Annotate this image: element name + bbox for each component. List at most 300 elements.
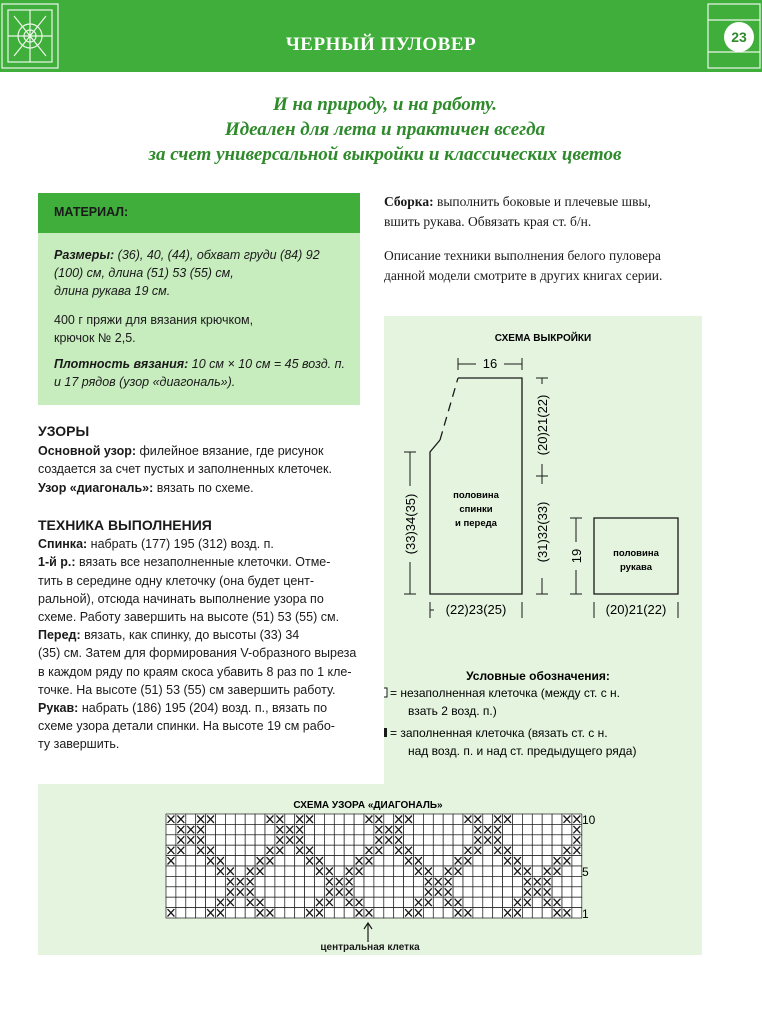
diagonal-grid [166, 814, 582, 918]
grid-cell [245, 908, 255, 918]
grid-cell [196, 866, 206, 876]
grid-cell [255, 876, 265, 886]
grid-cell [483, 897, 493, 907]
grid-cell [295, 887, 305, 897]
technique-heading: ТЕХНИКА ВЫПОЛНЕНИЯ [38, 517, 212, 533]
grid-cell [572, 897, 582, 907]
grid-cell [235, 835, 245, 845]
grid-cell [463, 835, 473, 845]
grid-cell [522, 856, 532, 866]
grid-cell [433, 835, 443, 845]
sizes-text-2: (100) см, длина (51) 53 (55) см, [54, 266, 234, 280]
grid-cell [305, 835, 315, 845]
grid-cell [186, 908, 196, 918]
grid-cell [216, 845, 226, 855]
grid-cell [285, 866, 295, 876]
grid-cell [532, 835, 542, 845]
grid-cell [493, 876, 503, 886]
grid-cell [404, 887, 414, 897]
grid-cell [443, 856, 453, 866]
grid-cell [473, 908, 483, 918]
grid-cell [255, 814, 265, 824]
grid-cell [255, 887, 265, 897]
grid-cell [216, 824, 226, 834]
grid-cell [315, 814, 325, 824]
grid-cell [463, 876, 473, 886]
technique-section [38, 516, 363, 754]
subtitle-line-1: И на природу, и на работу. [272, 94, 497, 115]
grid-cell [404, 824, 414, 834]
grid-cell [453, 835, 463, 845]
grid-cell [225, 845, 235, 855]
grid-cell [542, 856, 552, 866]
grid-cell [315, 876, 325, 886]
grid-cell [423, 835, 433, 845]
grid-cell [344, 824, 354, 834]
row1-text-3: ральной), отсюда начинать выполнение узора по [38, 591, 324, 606]
grid-cell [433, 845, 443, 855]
grid-cell [522, 835, 532, 845]
grid-cell [235, 814, 245, 824]
grid-cell [404, 866, 414, 876]
grid-cell [404, 835, 414, 845]
grid-cell [186, 814, 196, 824]
diag-pattern-text: вязать по схеме. [153, 480, 254, 495]
grid-cell [305, 897, 315, 907]
grid-cell [225, 824, 235, 834]
grid-cell [216, 835, 226, 845]
grid-cell [196, 856, 206, 866]
grid-cell [285, 908, 295, 918]
grid-cell [483, 814, 493, 824]
grid-cell [285, 876, 295, 886]
grid-cell [166, 876, 176, 886]
grid-cell [354, 835, 364, 845]
grid-cell [176, 856, 186, 866]
main-pattern-label: Основной узор: [38, 444, 137, 459]
grid-cell [493, 887, 503, 897]
grid-cell [334, 866, 344, 876]
legend-filled-1: = заполненная клеточка (вязать ст. с н. [390, 726, 608, 740]
patterns-main [38, 442, 363, 497]
grid-cell [572, 876, 582, 886]
grid-cell [443, 814, 453, 824]
grid-cell [166, 824, 176, 834]
grid-cell [186, 845, 196, 855]
body-height-left-label: (33)34(35) [403, 493, 418, 555]
grid-cell [334, 824, 344, 834]
grid-cell [384, 856, 394, 866]
grid-cell [433, 856, 443, 866]
grid-cell [216, 814, 226, 824]
grid-cell [414, 835, 424, 845]
grid-cell [334, 845, 344, 855]
body-width-label: (22)23(25) [445, 602, 507, 617]
grid-cell [552, 835, 562, 845]
grid-cell [453, 876, 463, 886]
grid-cell [493, 856, 503, 866]
sleeve-label-2: рукава [620, 562, 652, 573]
assembly-note-2: данной модели смотрите в других книгах серии. [384, 268, 663, 283]
patterns-heading: УЗОРЫ [38, 423, 90, 439]
grid-cell [572, 866, 582, 876]
grid-cell [206, 887, 216, 897]
grid-cell [275, 908, 285, 918]
grid-cell [186, 876, 196, 886]
subtitle-line-2: Идеален для лета и практичен всегда [224, 119, 546, 140]
sleeve-text-3: ту завершить. [38, 737, 120, 752]
diag-pattern-label: Узор «диагональ»: [38, 480, 154, 495]
grid-cell [245, 856, 255, 866]
grid-cell [176, 866, 186, 876]
grid-cell [354, 887, 364, 897]
grid-cell [394, 897, 404, 907]
material-density [54, 355, 354, 391]
grid-cell [225, 835, 235, 845]
diagonal-chart [38, 784, 702, 955]
legend-filled-2: над возд. п. и над ст. предыдущего ряда) [408, 744, 637, 758]
body-outline [430, 378, 522, 594]
grid-cell [295, 876, 305, 886]
grid-cell [562, 897, 572, 907]
grid-cell [552, 887, 562, 897]
grid-cell [562, 835, 572, 845]
yarn-text-1: 400 г пряжи для вязания крючком, [54, 313, 254, 327]
grid-cell [354, 845, 364, 855]
grid-cell [562, 824, 572, 834]
grid-cell [166, 835, 176, 845]
body-height-right-label: (31)32(33) [535, 501, 550, 563]
grid-cell [463, 897, 473, 907]
grid-cell [572, 887, 582, 897]
grid-cell [513, 814, 523, 824]
grid-cell [334, 814, 344, 824]
main-pattern-text-1: филейное вязание, где рисунок [136, 444, 324, 459]
grid-cell [324, 814, 334, 824]
grid-cell [374, 887, 384, 897]
grid-cell [285, 845, 295, 855]
body-label-3: и переда [455, 518, 497, 529]
grid-cell [275, 866, 285, 876]
grid-cell [513, 876, 523, 886]
grid-cell [344, 908, 354, 918]
grid-cell [522, 908, 532, 918]
grid-cell [404, 897, 414, 907]
grid-cell [552, 824, 562, 834]
grid-cell [503, 866, 513, 876]
grid-cell [483, 908, 493, 918]
grid-cell [245, 845, 255, 855]
sleeve-label: Рукав: [38, 701, 79, 716]
grid-cell [305, 887, 315, 897]
grid-cell [433, 866, 443, 876]
grid-cell [572, 856, 582, 866]
material-yarn [54, 311, 354, 347]
assembly-section [384, 192, 704, 286]
grid-cell [374, 876, 384, 886]
grid-cell [216, 876, 226, 886]
sleeve-width-label: (20)21(22) [605, 602, 667, 617]
row1-text-1: вязать все незаполненные клеточки. Отме- [75, 555, 331, 570]
assembly-label: Сборка: [384, 194, 434, 209]
grid-cell [225, 856, 235, 866]
grid-cell [176, 876, 186, 886]
body-total-right-label: (20)21(22) [535, 394, 550, 456]
grid-cell [235, 824, 245, 834]
grid-cell [542, 908, 552, 918]
grid-cell [216, 887, 226, 897]
grid-cell [503, 835, 513, 845]
grid-cell [513, 887, 523, 897]
grid-cell [324, 845, 334, 855]
row1-text-2: тить в середине одну клеточку (она будет цент- [38, 573, 315, 588]
legend-title: Условные обозначения: [466, 669, 610, 683]
grid-cell [453, 824, 463, 834]
material-heading: МАТЕРИАЛ: [54, 205, 129, 219]
grid-cell [354, 814, 364, 824]
grid-cell [532, 908, 542, 918]
legend-empty-1: = незаполненная клеточка (между ст. с н. [390, 686, 621, 700]
grid-cell [275, 876, 285, 886]
grid-cell [453, 814, 463, 824]
grid-cell [206, 866, 216, 876]
grid-cell [562, 876, 572, 886]
assembly-note-1: Описание техники выполнения белого пуловера [384, 248, 661, 263]
grid-cell [443, 835, 453, 845]
grid-cell [522, 814, 532, 824]
patterns-section [38, 422, 363, 497]
grid-cell [364, 835, 374, 845]
grid-cell [532, 856, 542, 866]
grid-cell [572, 908, 582, 918]
grid-cell [384, 887, 394, 897]
grid-cell [206, 835, 216, 845]
grid-cell [206, 897, 216, 907]
material-box [38, 233, 360, 405]
grid-cell [443, 908, 453, 918]
header-band [0, 0, 762, 72]
grid-cell [225, 814, 235, 824]
grid-cell [394, 887, 404, 897]
grid-cell [522, 845, 532, 855]
grid-cell [503, 824, 513, 834]
grid-cell [265, 866, 275, 876]
grid-cell [542, 824, 552, 834]
grid-cell [235, 866, 245, 876]
grid-cell [513, 835, 523, 845]
grid-cell [394, 856, 404, 866]
grid-cell [364, 866, 374, 876]
grid-cell [562, 887, 572, 897]
grid-cell [285, 887, 295, 897]
grid-cell [176, 908, 186, 918]
grid-cell [433, 908, 443, 918]
technique-text [38, 535, 363, 753]
grid-cell [532, 824, 542, 834]
grid-cell [196, 887, 206, 897]
grid-cell [473, 887, 483, 897]
grid-cell [206, 876, 216, 886]
body-label-2: спинки [459, 504, 493, 515]
grid-cell [542, 835, 552, 845]
back-label: Спинка: [38, 537, 88, 552]
main-pattern-text-2: создается за счет пустых и заполненных клеточек. [38, 462, 332, 477]
grid-cell [364, 824, 374, 834]
grid-cell [235, 897, 245, 907]
grid-cell [186, 887, 196, 897]
grid-cell [473, 856, 483, 866]
grid-cell [315, 887, 325, 897]
center-cell-label: центральная клетка [320, 942, 420, 953]
grid-cell [265, 824, 275, 834]
grid-cell [166, 887, 176, 897]
grid-cell [414, 887, 424, 897]
page-number: 23 [724, 22, 754, 52]
grid-cell [265, 876, 275, 886]
grid-cell [503, 887, 513, 897]
grid-cell [493, 908, 503, 918]
grid-cell [255, 824, 265, 834]
grid-cell [334, 897, 344, 907]
grid-cell [542, 814, 552, 824]
grid-cell [186, 866, 196, 876]
row-label-bottom: 1 [582, 907, 589, 921]
legend-empty-2: взать 2 возд. п.) [408, 704, 497, 718]
grid-cell [414, 824, 424, 834]
grid-cell [483, 845, 493, 855]
grid-cell [384, 814, 394, 824]
grid-cell [463, 866, 473, 876]
grid-cell [532, 814, 542, 824]
yarn-text-2: крючок № 2,5. [54, 331, 136, 345]
grid-cell [315, 835, 325, 845]
grid-cell [285, 814, 295, 824]
grid-cell [305, 866, 315, 876]
grid-cell [414, 814, 424, 824]
assembly-text-2: вшить рукава. Обвязать края ст. б/н. [384, 214, 592, 229]
subtitle-line-3: за счет универсальной выкройки и классических цветов [148, 144, 622, 165]
density-label: Плотность вязания: [54, 357, 189, 371]
grid-cell [235, 908, 245, 918]
grid-cell [532, 866, 542, 876]
grid-cell [453, 887, 463, 897]
grid-cell [552, 876, 562, 886]
material-sizes [54, 246, 354, 300]
grid-cell [245, 814, 255, 824]
grid-cell [255, 845, 265, 855]
grid-cell [433, 824, 443, 834]
grid-cell [374, 866, 384, 876]
sleeve-height-label: 19 [569, 548, 584, 564]
grid-cell [414, 876, 424, 886]
grid-cell [295, 897, 305, 907]
front-text-4: точке. На высоте (51) 53 (55) см завершить работу. [38, 682, 336, 697]
grid-cell [186, 856, 196, 866]
grid-cell [384, 908, 394, 918]
grid-cell [453, 845, 463, 855]
grid-cell [423, 814, 433, 824]
row-label-top: 10 [582, 813, 596, 827]
grid-cell [532, 897, 542, 907]
grid-cell [344, 856, 354, 866]
grid-cell [384, 897, 394, 907]
subtitle [60, 92, 710, 167]
grid-cell [245, 824, 255, 834]
grid-cell [315, 824, 325, 834]
grid-cell [394, 908, 404, 918]
grid-cell [285, 856, 295, 866]
sleeve-text-2: схеме узора детали спинки. На высоте 19 см рабо- [38, 719, 335, 734]
grid-cell [473, 866, 483, 876]
grid-cell [176, 887, 186, 897]
back-text: набрать (177) 195 (312) возд. п. [87, 537, 274, 552]
grid-cell [384, 876, 394, 886]
grid-cell [473, 897, 483, 907]
front-label: Перед: [38, 628, 81, 643]
diagonal-chart-title: СХЕМА УЗОРА «ДИАГОНАЛЬ» [293, 800, 443, 811]
row-label-mid: 5 [582, 865, 589, 879]
grid-cell [206, 824, 216, 834]
assembly-text-1: выполнить боковые и плечевые швы, [433, 194, 651, 209]
grid-cell [245, 835, 255, 845]
sizes-label: Размеры: [54, 248, 115, 262]
page-title: ЧЕРНЫЙ ПУЛОВЕР [285, 34, 477, 55]
pattern-scheme-title: СХЕМА ВЫКРОЙКИ [494, 333, 592, 344]
grid-cell [433, 814, 443, 824]
assembly-note [384, 246, 704, 286]
grid-cell [275, 897, 285, 907]
grid-cell [483, 887, 493, 897]
grid-cell [265, 887, 275, 897]
front-text-2: (35) см. Затем для формирования V-образного выреза [38, 646, 357, 661]
grid-cell [275, 887, 285, 897]
grid-cell [295, 856, 305, 866]
grid-cell [315, 845, 325, 855]
grid-cell [404, 876, 414, 886]
grid-cell [423, 845, 433, 855]
grid-cell [503, 897, 513, 907]
grid-cell [166, 897, 176, 907]
grid-cell [344, 845, 354, 855]
grid-cell [493, 897, 503, 907]
grid-cell [196, 876, 206, 886]
sleeve-label-1: половина [613, 548, 659, 559]
grid-cell [463, 824, 473, 834]
center-arrow-icon [364, 923, 372, 942]
grid-cell [225, 908, 235, 918]
grid-cell [503, 876, 513, 886]
grid-cell [374, 897, 384, 907]
grid-cell [324, 856, 334, 866]
grid-cell [196, 908, 206, 918]
filled-cell-icon [384, 728, 387, 737]
grid-cell [513, 824, 523, 834]
assembly-text [384, 192, 704, 232]
grid-cell [344, 814, 354, 824]
grid-cell [374, 856, 384, 866]
grid-cell [235, 856, 245, 866]
grid-cell [552, 814, 562, 824]
grid-cell [265, 835, 275, 845]
grid-cell [463, 887, 473, 897]
grid-cell [255, 835, 265, 845]
sleeve-text-1: набрать (186) 195 (204) возд. п., вязать по [78, 701, 328, 716]
grid-cell [423, 824, 433, 834]
grid-cell [265, 897, 275, 907]
grid-cell [542, 845, 552, 855]
sizes-text-3: длина рукава 19 см. [54, 284, 171, 298]
grid-cell [483, 866, 493, 876]
